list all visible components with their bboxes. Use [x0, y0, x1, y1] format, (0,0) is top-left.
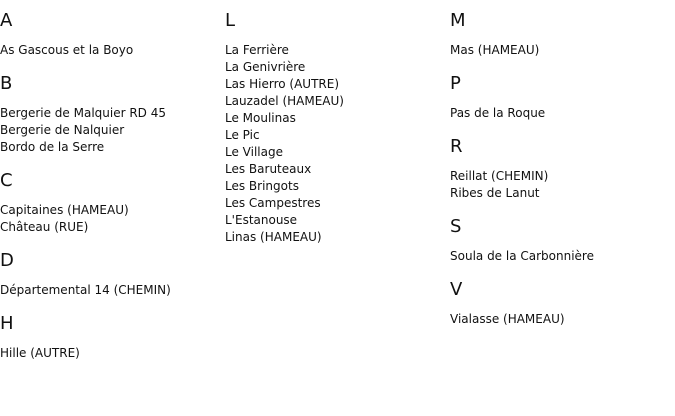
letter-heading: D — [0, 250, 14, 271]
street-list — [225, 42, 445, 246]
letter-heading: C — [0, 170, 13, 191]
letter-group-l — [225, 10, 445, 246]
street-link[interactable]: Les Baruteaux — [225, 162, 312, 176]
letter-group-p — [450, 73, 670, 122]
street-list — [0, 345, 220, 362]
street-list — [450, 105, 670, 122]
street-link[interactable]: Mas (HAMEAU) — [450, 43, 540, 57]
letter-heading: V — [450, 279, 463, 300]
letter-heading: S — [450, 216, 462, 237]
street-link[interactable]: Las Hierro (AUTRE) — [225, 77, 339, 91]
street-link[interactable]: Les Campestres — [225, 196, 321, 210]
street-list — [0, 202, 220, 236]
street-link[interactable]: Bordo de la Serre — [0, 140, 105, 154]
street-list — [450, 248, 670, 265]
letter-group-b — [0, 73, 220, 156]
letter-group-m — [450, 10, 670, 59]
letter-group-c — [0, 170, 220, 236]
street-link[interactable]: Hille (AUTRE) — [0, 346, 80, 360]
index-column-3 — [450, 10, 670, 342]
street-list — [0, 105, 220, 156]
street-list — [450, 311, 670, 328]
letter-group-a — [0, 10, 220, 59]
street-link[interactable]: As Gascous et la Boyo — [0, 43, 134, 57]
letter-heading: M — [450, 10, 466, 31]
street-link[interactable]: Le Moulinas — [225, 111, 296, 125]
letter-heading: P — [450, 73, 461, 94]
street-link[interactable]: Bergerie de Malquier RD 45 — [0, 106, 167, 120]
street-link[interactable]: Le Pic — [225, 128, 260, 142]
street-link[interactable]: Les Bringots — [225, 179, 299, 193]
letter-group-d — [0, 250, 220, 299]
street-link[interactable]: Vialasse (HAMEAU) — [450, 312, 565, 326]
street-list — [450, 42, 670, 59]
street-link[interactable]: Départemental 14 (CHEMIN) — [0, 283, 171, 297]
street-link[interactable]: La Ferrière — [225, 43, 289, 57]
street-link[interactable]: Capitaines (HAMEAU) — [0, 203, 129, 217]
street-link[interactable]: Bergerie de Nalquier — [0, 123, 125, 137]
street-link[interactable]: Château (RUE) — [0, 220, 89, 234]
letter-group-v — [450, 279, 670, 328]
street-link[interactable]: La Genivrière — [225, 60, 306, 74]
street-list — [0, 282, 220, 299]
street-link[interactable]: Reillat (CHEMIN) — [450, 169, 549, 183]
letter-heading: L — [225, 10, 236, 31]
street-link[interactable]: Pas de la Roque — [450, 106, 546, 120]
letter-heading: R — [450, 136, 463, 157]
street-link[interactable]: Ribes de Lanut — [450, 186, 540, 200]
letter-heading: A — [0, 10, 13, 31]
letter-group-h — [0, 313, 220, 362]
index-column-2 — [225, 10, 445, 260]
street-list — [450, 168, 670, 202]
street-link[interactable]: Lauzadel (HAMEAU) — [225, 94, 344, 108]
street-link[interactable]: L'Estanouse — [225, 213, 298, 227]
street-list — [0, 42, 220, 59]
street-link[interactable]: Soula de la Carbonnière — [450, 249, 594, 263]
street-link[interactable]: Linas (HAMEAU) — [225, 230, 322, 244]
letter-heading: H — [0, 313, 14, 334]
index-column-1 — [0, 10, 220, 376]
letter-group-r — [450, 136, 670, 202]
letter-heading: B — [0, 73, 13, 94]
street-link[interactable]: Le Village — [225, 145, 283, 159]
letter-group-s — [450, 216, 670, 265]
